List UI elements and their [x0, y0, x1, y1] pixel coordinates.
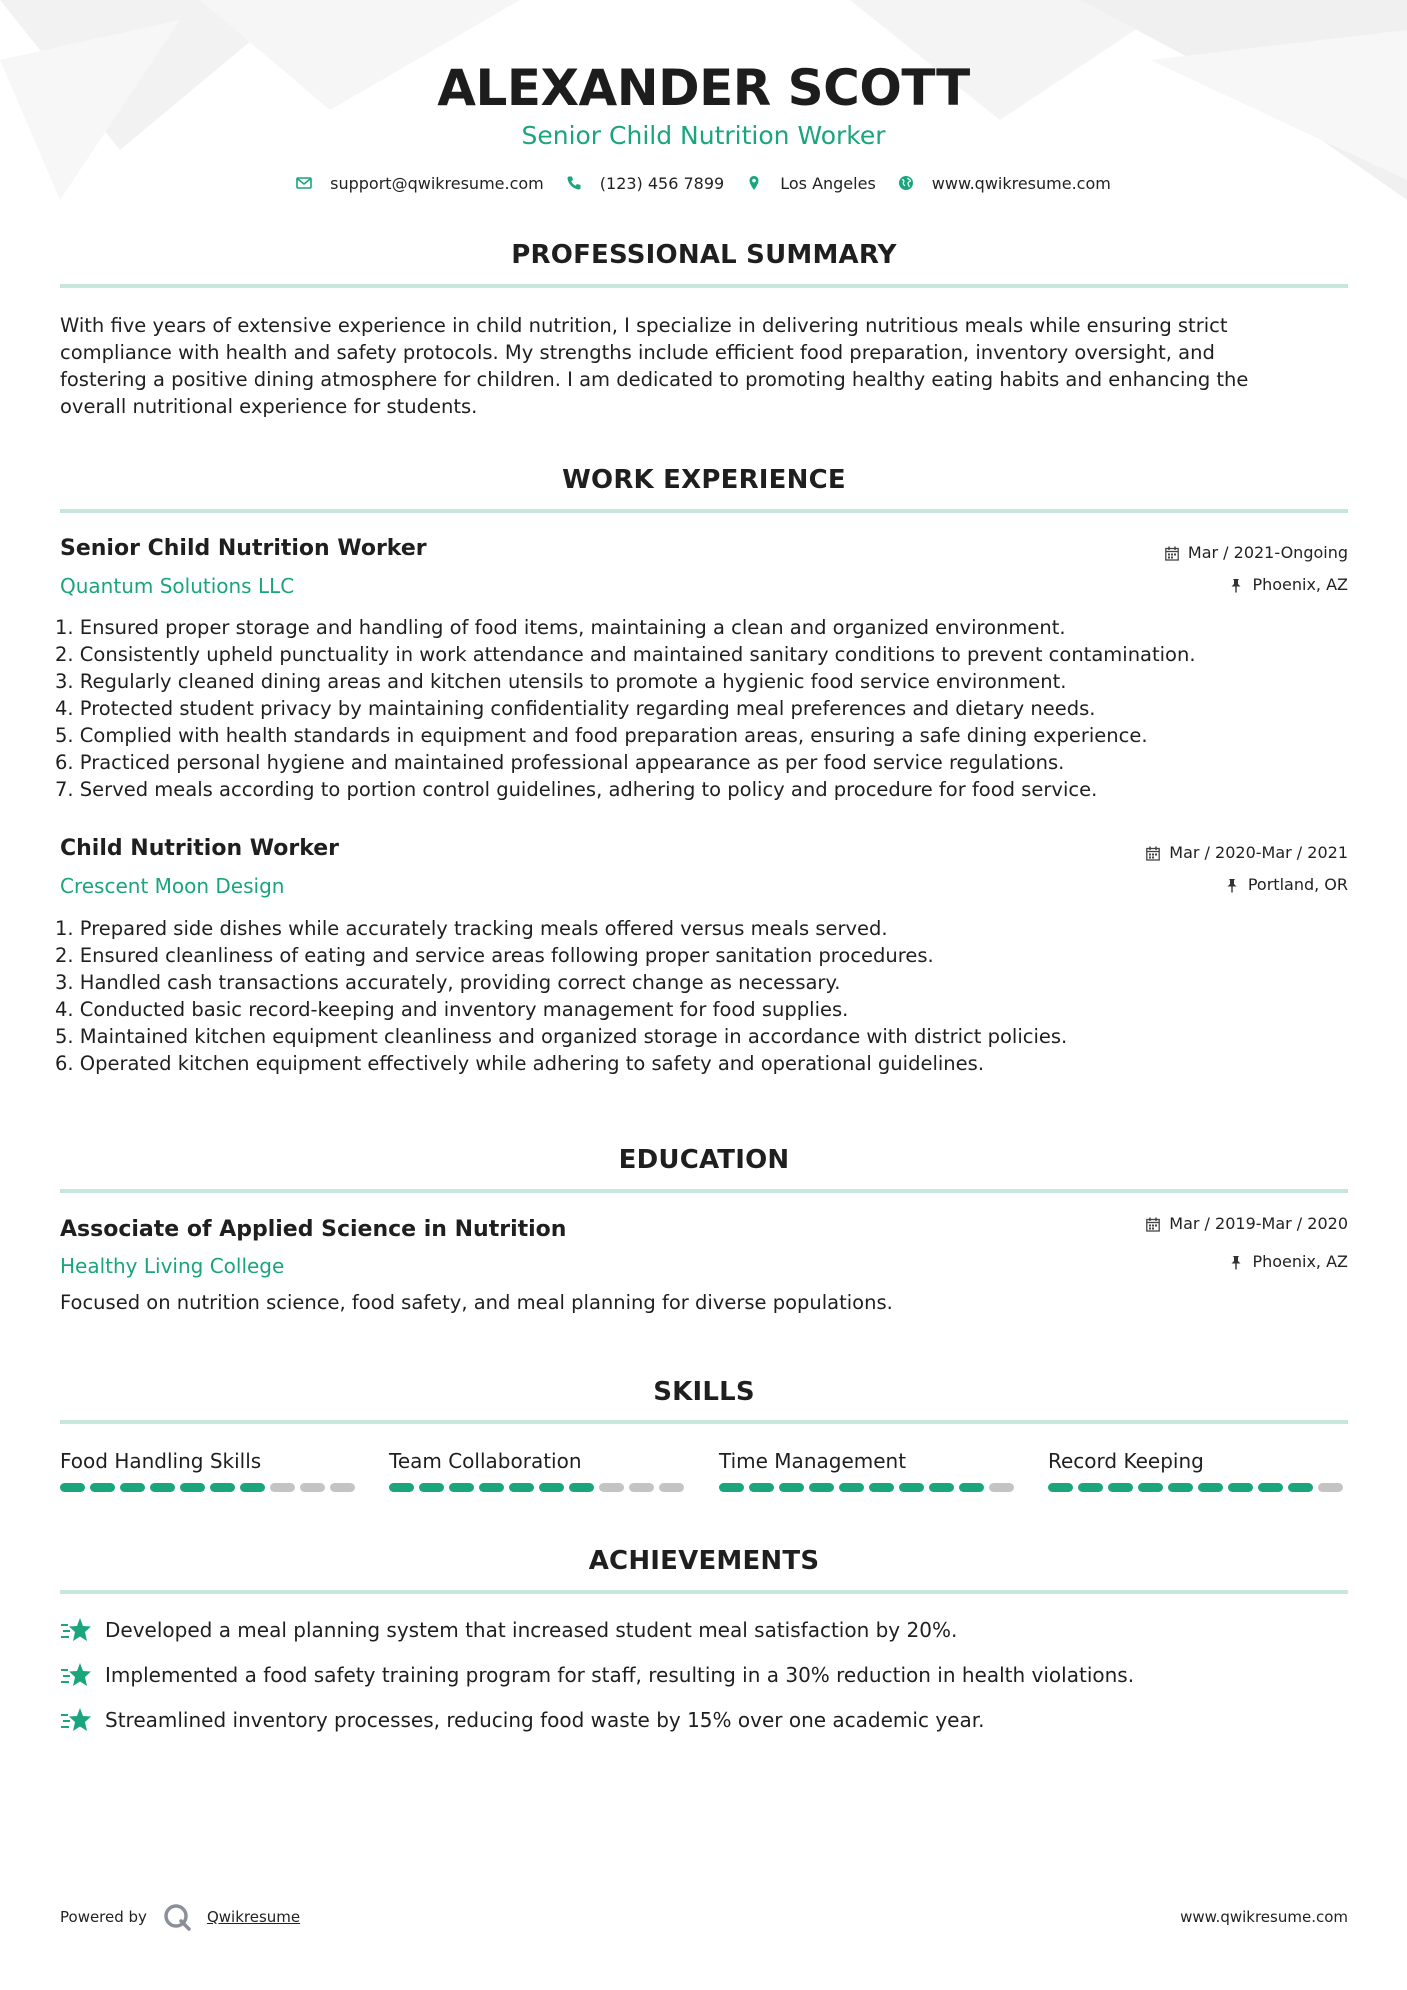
candidate-name: ALEXANDER SCOTT	[437, 59, 970, 117]
job-location	[1225, 874, 1348, 896]
skill-dot-filled	[539, 1483, 564, 1492]
skill-rating	[60, 1483, 360, 1492]
skill-dot-filled	[749, 1483, 774, 1492]
skill-dot-filled	[1198, 1483, 1223, 1492]
skill-rating	[719, 1483, 1019, 1492]
contact-location-text: Los Angeles	[780, 173, 876, 193]
job-duties-list	[55, 614, 1350, 803]
skill-dot-empty	[659, 1483, 684, 1492]
job-location-text: Phoenix, AZ	[1252, 575, 1348, 594]
skill-dot-filled	[479, 1483, 504, 1492]
skill-rating	[389, 1483, 689, 1492]
skill-dot-filled	[1228, 1483, 1253, 1492]
summary-line: With five years of extensive experience in child nutrition, I specialize in delivering nutritious meals while ensuring strict	[60, 314, 1228, 337]
company-name: Crescent Moon Design	[60, 874, 285, 898]
achievement-item	[60, 1661, 1348, 1689]
powered-by-label: Powered by	[60, 1908, 147, 1926]
job-dates-text: Mar / 2021-Ongoing	[1187, 543, 1348, 562]
qwikresume-link[interactable]: Qwikresume	[206, 1908, 301, 1926]
job-title: Child Nutrition Worker	[60, 836, 340, 861]
calendar-icon	[1165, 546, 1179, 561]
envelope-icon	[296, 175, 312, 191]
achievements-divider	[60, 1590, 1348, 1594]
skill-dot-empty	[629, 1483, 654, 1492]
skill-dot-filled	[809, 1483, 834, 1492]
skill-dot-empty	[330, 1483, 355, 1492]
skill-dot-filled	[1108, 1483, 1133, 1492]
pushpin-icon	[1225, 878, 1239, 893]
skill-dot-filled	[959, 1483, 984, 1492]
skill-dot-filled	[719, 1483, 744, 1492]
achievement-item	[60, 1616, 1348, 1644]
map-marker-icon	[746, 175, 762, 191]
education-heading: EDUCATION	[618, 1145, 790, 1175]
contact-website-text: www.qwikresume.com	[931, 173, 1111, 193]
skills-heading: SKILLS	[653, 1377, 755, 1407]
skill-dot-filled	[1168, 1483, 1193, 1492]
summary-line: compliance with health and safety protocols. My strengths include efficient food preparation, inventory oversight, and	[60, 341, 1215, 364]
skill-item	[60, 1447, 360, 1492]
skill-dot-filled	[60, 1483, 85, 1492]
skill-dot-filled	[1288, 1483, 1313, 1492]
shooting-star-icon	[60, 1706, 92, 1734]
summary-line: fostering a positive dining atmosphere for children. I am dedicated to promoting healthy eating habits and enhancing the	[60, 368, 1249, 391]
contact-email-text: support@qwikresume.com	[330, 173, 544, 193]
skill-dot-filled	[210, 1483, 235, 1492]
skill-dot-filled	[1138, 1483, 1163, 1492]
skill-dot-filled	[779, 1483, 804, 1492]
skill-dot-empty	[599, 1483, 624, 1492]
skill-dot-filled	[899, 1483, 924, 1492]
skill-dot-filled	[569, 1483, 594, 1492]
list-item: 6. Operated kitchen equipment effectively while adhering to safety and operational guidelines.	[55, 1052, 985, 1075]
list-item: 1. Ensured proper storage and handling of food items, maintaining a clean and organized environment.	[55, 616, 1066, 639]
experience-divider	[60, 509, 1348, 513]
skill-name: Team Collaboration	[389, 1449, 582, 1473]
list-item: 5. Complied with health standards in equipment and food preparation areas, ensuring a safe dining experience.	[55, 724, 1148, 747]
job-dates	[1165, 542, 1348, 564]
skill-dot-filled	[869, 1483, 894, 1492]
job-title: Senior Child Nutrition Worker	[60, 536, 427, 561]
school-name: Healthy Living College	[60, 1254, 285, 1278]
contact-website[interactable]	[898, 174, 1111, 193]
skill-dot-filled	[1078, 1483, 1103, 1492]
skill-dot-filled	[1048, 1483, 1073, 1492]
skill-dot-filled	[839, 1483, 864, 1492]
achievements-heading: ACHIEVEMENTS	[588, 1546, 820, 1576]
summary-heading: PROFESSIONAL SUMMARY	[511, 240, 897, 270]
shooting-star-icon	[60, 1616, 92, 1644]
candidate-title: Senior Child Nutrition Worker	[521, 121, 886, 150]
skill-dot-filled	[90, 1483, 115, 1492]
calendar-icon	[1146, 846, 1160, 861]
qwikresume-logo-icon	[163, 1903, 191, 1931]
education-dates-text: Mar / 2019-Mar / 2020	[1169, 1214, 1348, 1233]
achievement-text: Streamlined inventory processes, reducing food waste by 15% over one academic year.	[105, 1708, 985, 1732]
skill-rating	[1048, 1483, 1348, 1492]
list-item: 2. Ensured cleanliness of eating and service areas following proper sanitation procedures.	[55, 944, 934, 967]
job-dates	[1146, 842, 1348, 864]
skill-dot-filled	[1258, 1483, 1283, 1492]
job-location	[1229, 574, 1348, 596]
summary-text	[60, 312, 1348, 420]
company-name: Quantum Solutions LLC	[60, 574, 295, 598]
summary-divider	[60, 284, 1348, 288]
contact-bar	[0, 172, 1407, 194]
skill-dot-filled	[929, 1483, 954, 1492]
contact-phone-text: (123) 456 7899	[599, 173, 725, 193]
skill-dot-filled	[120, 1483, 145, 1492]
summary-line: overall nutritional experience for students.	[60, 395, 478, 418]
experience-heading: WORK EXPERIENCE	[562, 465, 846, 495]
contact-phone[interactable]	[566, 174, 724, 193]
contact-email[interactable]	[296, 174, 544, 193]
list-item: 4. Conducted basic record-keeping and inventory management for food supplies.	[55, 998, 849, 1021]
list-item: 7. Served meals according to portion control guidelines, adhering to policy and procedure for food service.	[55, 778, 1098, 801]
list-item: 3. Regularly cleaned dining areas and kitchen utensils to promote a hygienic food service environment.	[55, 670, 1067, 693]
skill-dot-empty	[1318, 1483, 1343, 1492]
skill-dot-filled	[389, 1483, 414, 1492]
calendar-icon	[1146, 1217, 1160, 1232]
list-item: 4. Protected student privacy by maintaining confidentiality regarding meal preferences and dietary needs.	[55, 697, 1096, 720]
list-item: 5. Maintained kitchen equipment cleanliness and organized storage in accordance with district policies.	[55, 1025, 1068, 1048]
list-item: 1. Prepared side dishes while accurately tracking meals offered versus meals served.	[55, 917, 888, 940]
education-location-text: Phoenix, AZ	[1252, 1252, 1348, 1271]
achievement-text: Implemented a food safety training program for staff, resulting in a 30% reduction in health violations.	[105, 1663, 1135, 1687]
education-divider	[60, 1189, 1348, 1193]
skill-item	[1048, 1447, 1348, 1492]
achievement-text: Developed a meal planning system that increased student meal satisfaction by 20%.	[105, 1618, 958, 1642]
skill-name: Food Handling Skills	[60, 1449, 262, 1473]
degree-title: Associate of Applied Science in Nutrition	[60, 1217, 567, 1242]
footer-website[interactable]: www.qwikresume.com	[1180, 1908, 1348, 1926]
skill-dot-empty	[300, 1483, 325, 1492]
list-item: 6. Practiced personal hygiene and maintained professional appearance as per food service regulations.	[55, 751, 1065, 774]
skill-dot-filled	[180, 1483, 205, 1492]
job-dates-text: Mar / 2020-Mar / 2021	[1169, 843, 1348, 862]
education-location	[1229, 1251, 1348, 1273]
shooting-star-icon	[60, 1661, 92, 1689]
pushpin-icon	[1229, 1255, 1243, 1270]
list-item: 3. Handled cash transactions accurately, providing correct change as necessary.	[55, 971, 841, 994]
skill-dot-filled	[509, 1483, 534, 1492]
skill-item	[719, 1447, 1019, 1492]
list-item: 2. Consistently upheld punctuality in work attendance and maintained sanitary conditions to prevent contamination.	[55, 643, 1196, 666]
footer-powered-by	[60, 1900, 300, 1934]
pushpin-icon	[1229, 578, 1243, 593]
skills-divider	[60, 1420, 1348, 1424]
skill-dot-empty	[270, 1483, 295, 1492]
skill-dot-filled	[240, 1483, 265, 1492]
achievement-item	[60, 1706, 1348, 1734]
education-dates	[1146, 1213, 1348, 1235]
skill-dot-filled	[449, 1483, 474, 1492]
globe-icon	[898, 175, 914, 191]
skill-dot-filled	[150, 1483, 175, 1492]
skill-item	[389, 1447, 689, 1492]
job-location-text: Portland, OR	[1247, 875, 1348, 894]
phone-icon	[566, 175, 582, 191]
skill-name: Record Keeping	[1048, 1449, 1204, 1473]
skill-name: Time Management	[719, 1449, 907, 1473]
contact-location	[746, 174, 876, 193]
skill-dot-empty	[989, 1483, 1014, 1492]
skill-dot-filled	[419, 1483, 444, 1492]
job-duties-list	[55, 915, 1350, 1077]
education-description: Focused on nutrition science, food safety, and meal planning for diverse populations.	[60, 1291, 893, 1314]
